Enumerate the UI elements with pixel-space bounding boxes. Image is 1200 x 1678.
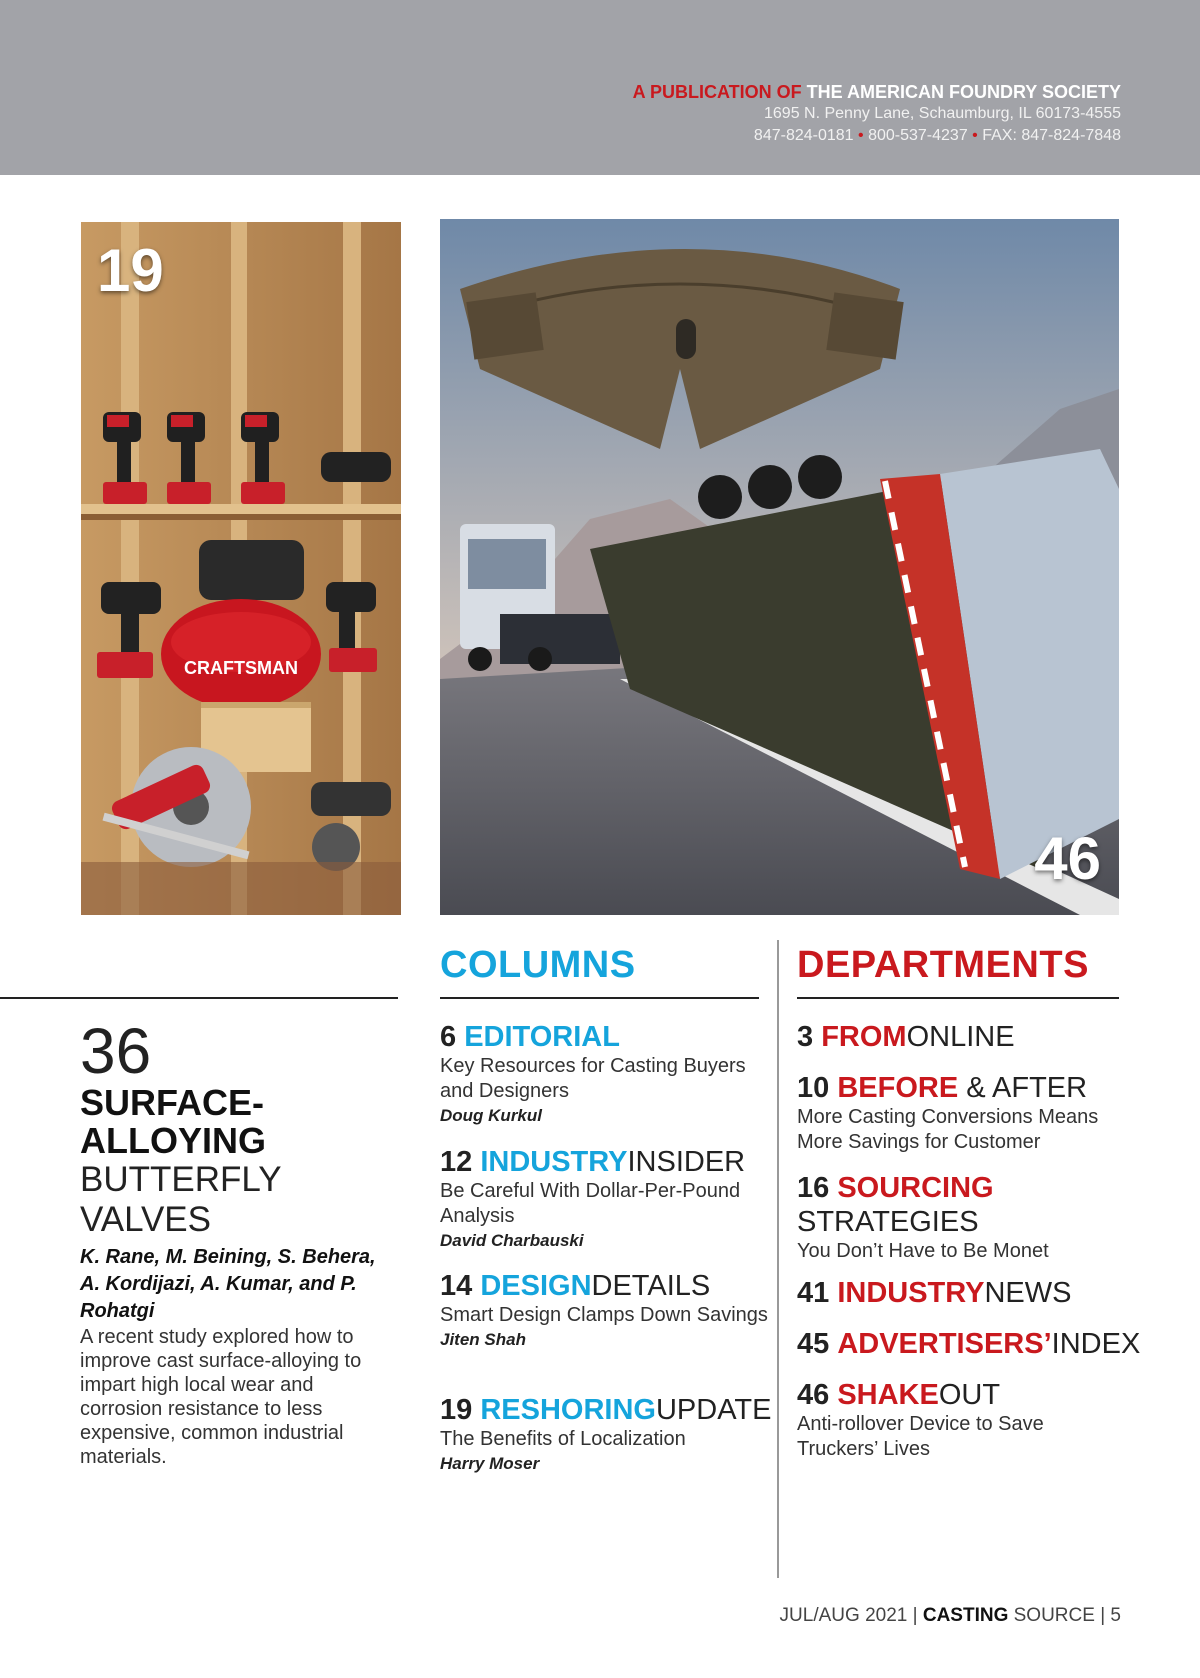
column-author: Doug Kurkul: [440, 1106, 542, 1125]
truck-illustration: [440, 219, 1119, 915]
department-title-light: STRATEGIES: [797, 1206, 979, 1238]
department-page: 46: [797, 1379, 830, 1411]
department-subtitle: Anti-rollover Device to Save Truckers’ Lives: [797, 1413, 1044, 1460]
department-page: 45: [797, 1328, 830, 1360]
column-subtitle: The Benefits of Localization: [440, 1428, 686, 1450]
column-author: Jiten Shah: [440, 1330, 526, 1349]
publisher-info: [633, 81, 1121, 147]
department-title: [797, 1071, 1127, 1105]
department-title: [797, 1378, 1127, 1412]
departments-rule: [797, 997, 1119, 999]
department-subtitle: You Don’t Have to Be Monet: [797, 1240, 1049, 1262]
column-author: Harry Moser: [440, 1454, 540, 1473]
column-page: 14: [440, 1270, 473, 1302]
column-entry[interactable]: [440, 1145, 770, 1253]
columns-rule: [440, 997, 759, 999]
column-subtitle: Key Resources for Casting Buyers and Designers: [440, 1055, 746, 1102]
department-page: 10: [797, 1072, 830, 1104]
department-title-light: & AFTER: [958, 1072, 1088, 1104]
truck-photo: [440, 219, 1119, 915]
department-title: [797, 1020, 1127, 1054]
column-title-bold: EDITORIAL: [464, 1021, 620, 1053]
magazine-name-bold: CASTING: [922, 1605, 1009, 1626]
departments-heading: DEPARTMENTS: [797, 944, 1089, 986]
department-title-bold: BEFORE: [837, 1072, 959, 1104]
page-number: 5: [1110, 1605, 1121, 1626]
phone-1: 847-824-0181: [753, 127, 854, 144]
column-title-light: UPDATE: [655, 1394, 772, 1426]
feature-title-bold: SURFACE-ALLOYING: [80, 1082, 266, 1161]
column-title: [440, 1145, 770, 1179]
department-page: 3: [797, 1021, 814, 1053]
tools-photo: [81, 222, 401, 915]
department-entry[interactable]: [797, 1378, 1127, 1462]
magazine-name-light: SOURCE: [1013, 1605, 1095, 1626]
department-page: 16: [797, 1172, 830, 1204]
department-title-light: INDEX: [1051, 1328, 1141, 1360]
department-page: 41: [797, 1277, 830, 1309]
feature-rule: [0, 997, 398, 999]
department-title-light: ONLINE: [906, 1021, 1015, 1053]
column-subtitle: Be Careful With Dollar-Per-Pound Analysis: [440, 1180, 741, 1227]
feature-article[interactable]: [80, 1015, 398, 1469]
column-page: 12: [440, 1146, 473, 1178]
page-number-badge-19: 19: [97, 237, 164, 304]
department-entry[interactable]: [797, 1171, 1127, 1264]
department-subtitle: More Casting Conversions Means More Savings for Customer: [797, 1106, 1099, 1153]
department-title: [797, 1327, 1141, 1361]
issue-date: JUL/AUG 2021: [779, 1605, 908, 1626]
publisher-address: 1695 N. Penny Lane, Schaumburg, IL 60173-4555: [764, 105, 1121, 122]
column-subtitle: Smart Design Clamps Down Savings: [440, 1304, 768, 1326]
phone-2: 800-537-4237: [868, 127, 968, 144]
tools-illustration: [81, 222, 401, 915]
column-author: David Charbauski: [440, 1231, 584, 1250]
column-title-bold: INDUSTRY: [480, 1146, 628, 1178]
department-title-bold: FROM: [821, 1021, 907, 1053]
department-entry[interactable]: [797, 1071, 1127, 1155]
column-title: [440, 1269, 770, 1303]
publisher-contacts: [633, 125, 1121, 147]
column-entry[interactable]: [440, 1269, 770, 1352]
column-page: 6: [440, 1021, 457, 1053]
department-entry[interactable]: [797, 1276, 1127, 1310]
publisher-line: [633, 81, 1121, 103]
column-title-light: DETAILS: [591, 1270, 711, 1302]
footer-separator: |: [912, 1605, 918, 1626]
column-title-bold: RESHORING: [480, 1394, 656, 1426]
publisher-header: [0, 0, 1200, 175]
department-title-bold: SHAKE: [837, 1379, 939, 1411]
column-title: [440, 1393, 770, 1427]
department-entry[interactable]: [797, 1020, 1127, 1054]
column-divider: [777, 940, 779, 1578]
department-title-light: OUT: [938, 1379, 1001, 1411]
department-entry[interactable]: [797, 1327, 1141, 1361]
page-footer: [780, 1605, 1121, 1627]
craftsman-brand: CRAFTSMAN: [184, 658, 298, 678]
column-entry[interactable]: [440, 1393, 770, 1476]
feature-title-light: BUTTERFLY VALVES: [80, 1160, 281, 1239]
columns-heading: COLUMNS: [440, 944, 636, 986]
department-title-bold: INDUSTRY: [837, 1277, 985, 1309]
publisher-name: THE AMERICAN FOUNDRY SOCIETY: [806, 82, 1121, 102]
department-title-light: NEWS: [984, 1277, 1072, 1309]
column-entry[interactable]: [440, 1020, 770, 1128]
column-title-bold: DESIGN: [480, 1270, 592, 1302]
column-title-light: INSIDER: [627, 1146, 746, 1178]
footer-separator: |: [1100, 1605, 1106, 1626]
department-title-bold: SOURCING: [837, 1172, 994, 1204]
feature-authors: K. Rane, M. Beining, S. Behera, A. Kordijazi, A. Kumar, and P. Rohatgi: [80, 1246, 376, 1322]
feature-page-number: 36: [80, 1015, 152, 1087]
bullet-separator: •: [858, 127, 864, 144]
column-page: 19: [440, 1394, 473, 1426]
department-title: [797, 1171, 1127, 1205]
department-title: [797, 1276, 1127, 1310]
column-title: [440, 1020, 770, 1054]
publication-prefix: A PUBLICATION OF: [632, 82, 802, 102]
bullet-separator: •: [972, 127, 978, 144]
fax-number: FAX: 847-824-7848: [982, 127, 1121, 144]
department-title-bold: ADVERTISERS’: [837, 1328, 1052, 1360]
feature-description: A recent study explored how to improve cast surface-alloying to impart high local wear and corrosion resistance to less expensive, common industrial materials.: [80, 1326, 362, 1468]
page-number-badge-46: 46: [1034, 825, 1101, 892]
